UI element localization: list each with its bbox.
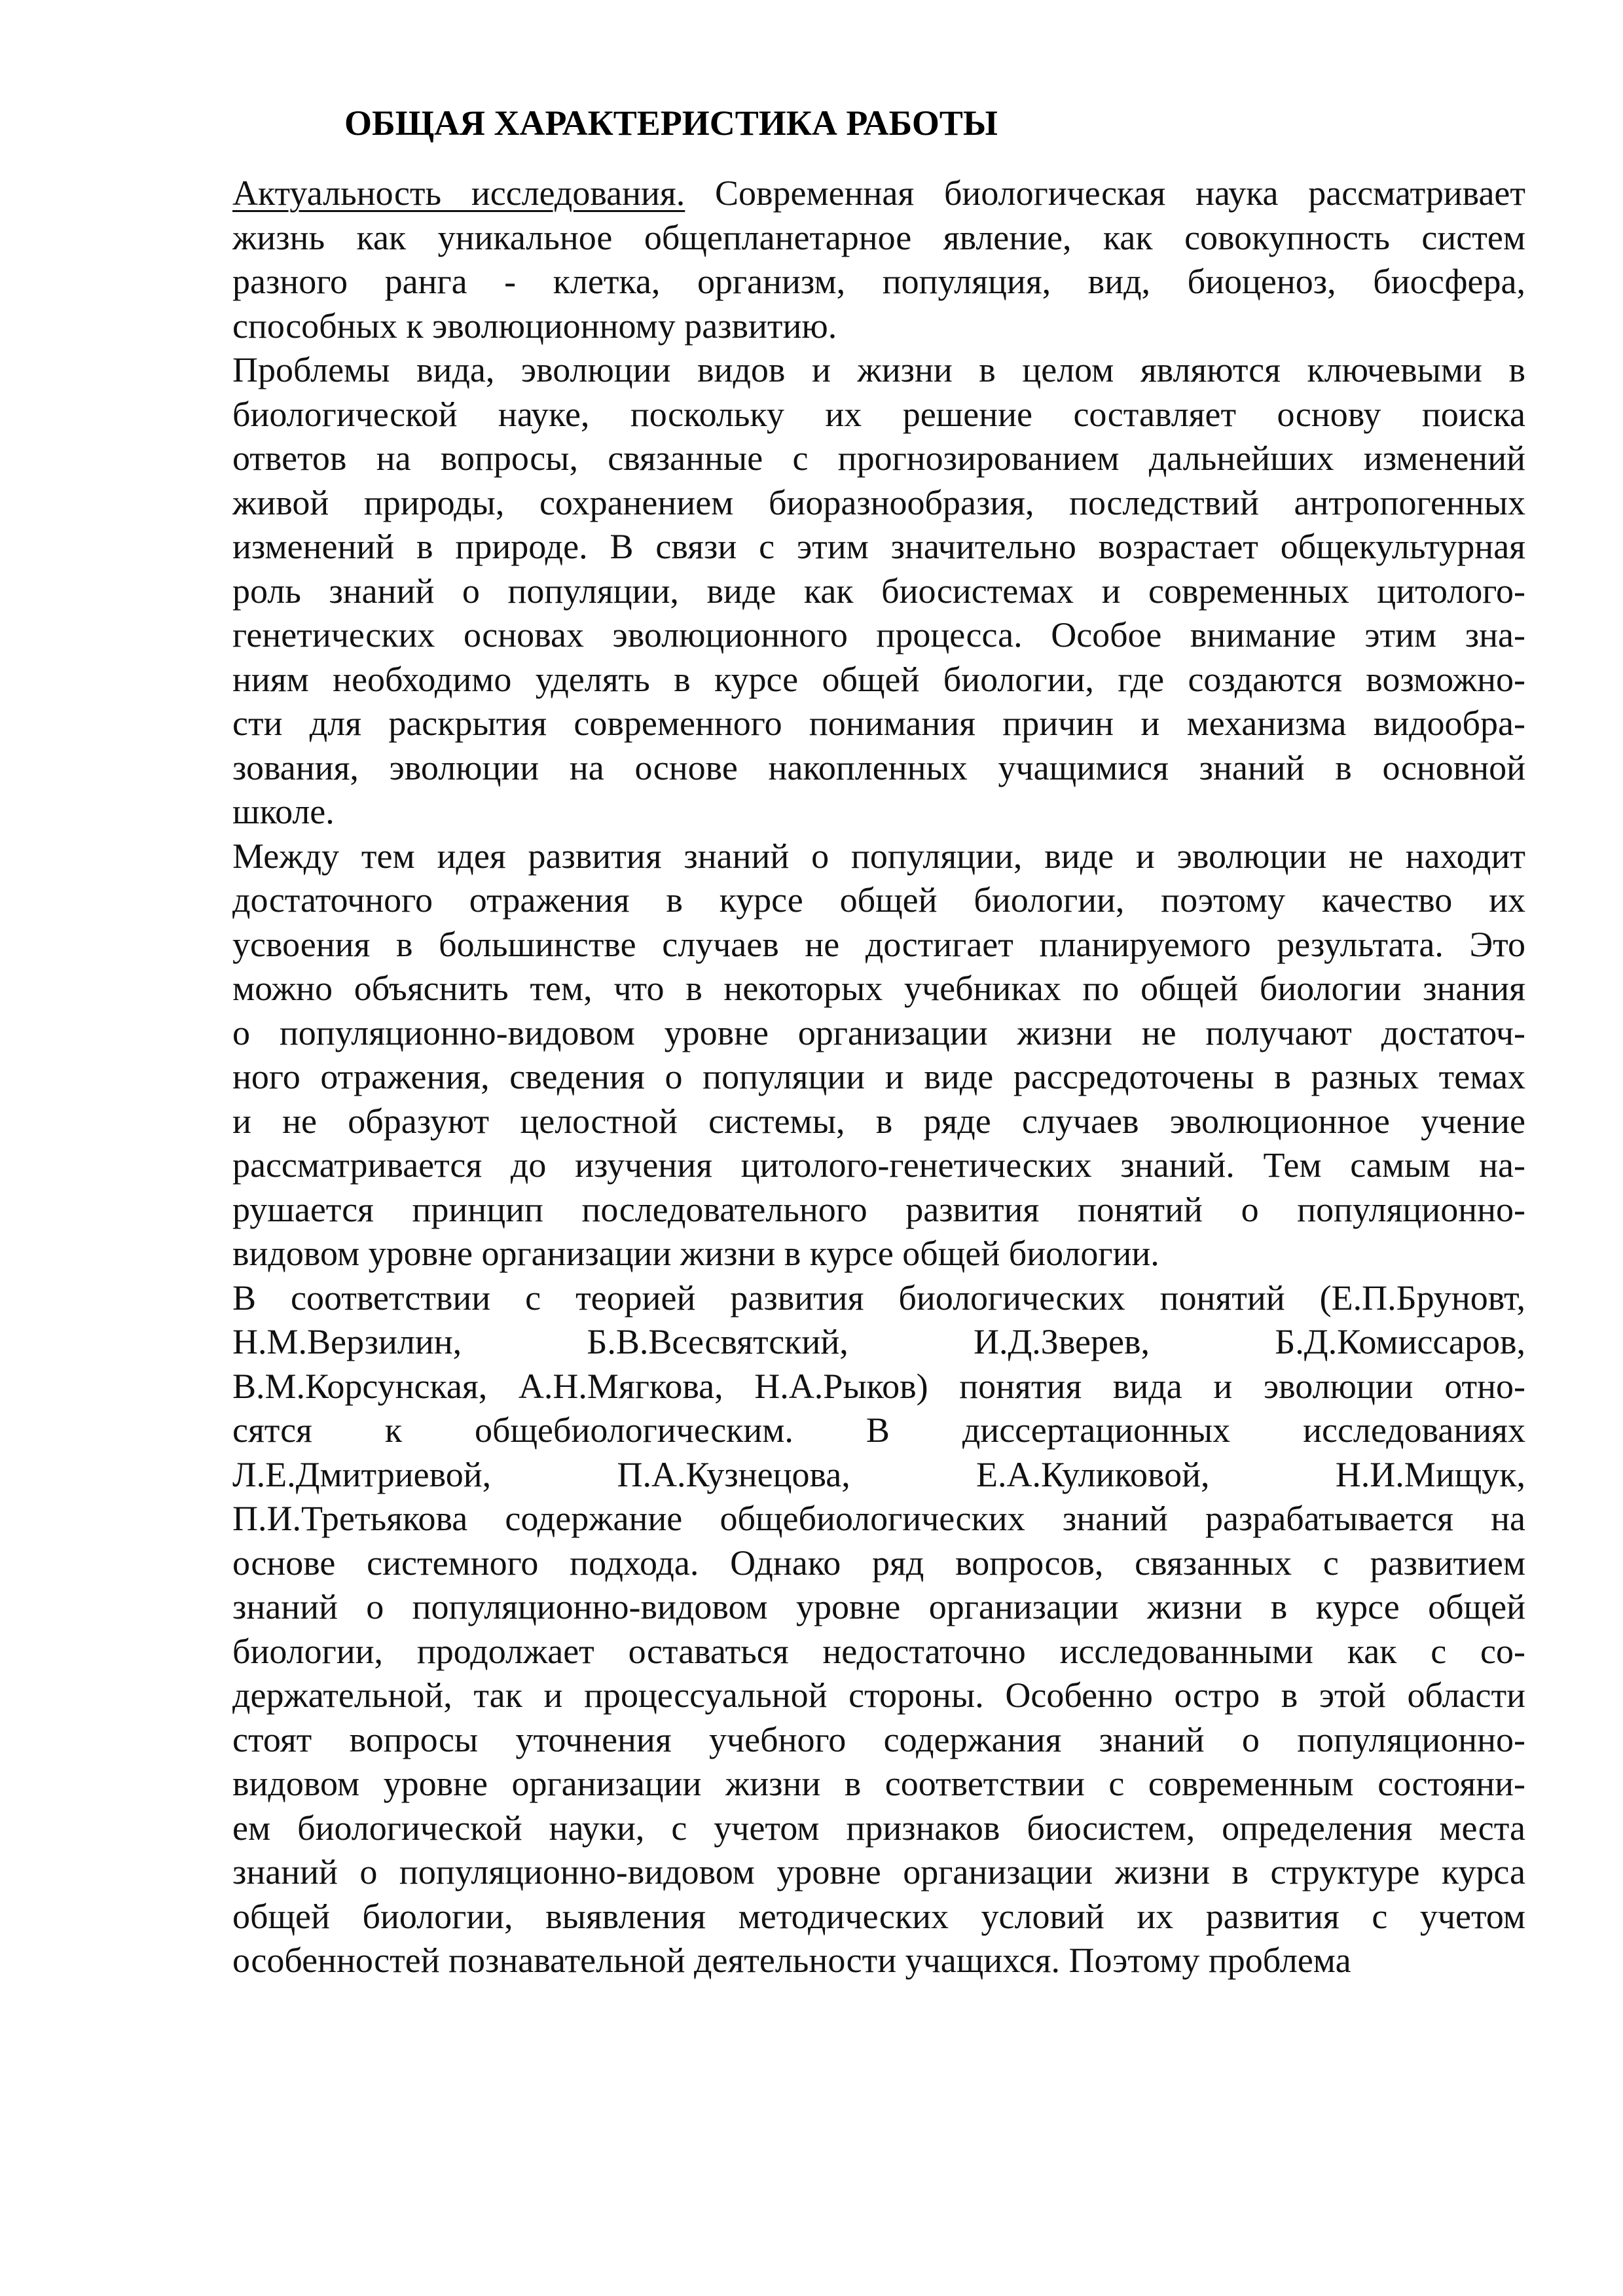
paragraph-1-line: жизнь как уникальное общепланетарное явление, как совокупность систем — [232, 217, 1525, 257]
paragraph-2-line: школе. — [232, 792, 335, 831]
paragraph-4-line: П.И.Третьякова содержание общебиологических знаний разрабатывается на — [232, 1499, 1525, 1538]
paragraph-4-line: ем биологической науки, с учетом признаков биосистем, определения места — [232, 1808, 1525, 1848]
paragraph-4-line: В.М.Корсунская, А.Н.Мягкова, Н.А.Рыков) понятия вида и эволюции отно- — [232, 1366, 1525, 1406]
page-title: ОБЩАЯ ХАРАКТЕРИСТИКА РАБОТЫ — [344, 103, 998, 143]
text-line: Современная биологическая наука рассматривает — [685, 173, 1525, 213]
paragraph-1-line — [232, 171, 1525, 216]
paragraph-4-line: биологии, продолжает оставаться недостаточно исследованными как с со- — [232, 1631, 1525, 1671]
paragraph-2-line: биологической науке, поскольку их решение составляет основу поиска — [232, 394, 1525, 434]
paragraph-2-line: изменений в природе. В связи с этим значительно возрастает общекультурная — [232, 527, 1525, 566]
paragraph-3-line: усвоения в большинстве случаев не достигает планируемого результата. Это — [232, 924, 1525, 964]
paragraph-2-line: ниям необходимо уделять в курсе общей биологии, где создаются возможно- — [232, 659, 1525, 699]
paragraph-4-line: особенностей познавательной деятельности учащихся. Поэтому проблема — [232, 1941, 1351, 1980]
section-heading: Актуальность исследования. — [232, 173, 685, 213]
paragraph-3-line: достаточного отражения в курсе общей биологии, поэтому качество их — [232, 880, 1525, 920]
paragraph-3-line: рушается принцип последовательного развития понятий о популяционно- — [232, 1189, 1525, 1229]
paragraph-2-line: зования, эволюции на основе накопленных учащимися знаний в основной — [232, 747, 1525, 787]
paragraph-3-line: Между тем идея развития знаний о популяции, виде и эволюции не находит — [232, 836, 1525, 876]
paragraph-2-line: сти для раскрытия современного понимания причин и механизма видообра- — [232, 704, 1525, 743]
paragraph-4-line: знаний о популяционно-видовом уровне организации жизни в структуре курса — [232, 1852, 1525, 1892]
paragraph-4-line: сятся к общебиологическим. В диссертационных исследованиях — [232, 1410, 1525, 1450]
paragraph-4-line: держательной, так и процессуальной стороны. Особенно остро в этой области — [232, 1676, 1525, 1715]
paragraph-4-line: видовом уровне организации жизни в соответствии с современным состояни- — [232, 1764, 1525, 1803]
body-text — [232, 171, 1525, 1983]
paragraph-4-line: В соответствии с теорией развития биологических понятий (Е.П.Бруновт, — [232, 1278, 1525, 1318]
paragraph-3-line: рассматривается до изучения цитолого-генетических знаний. Тем самым на- — [232, 1145, 1525, 1185]
paragraph-3-line: и не образуют целостной системы, в ряде случаев эволюционное учение — [232, 1101, 1525, 1141]
paragraph-4-line: Л.Е.Дмитриевой, П.А.Кузнецова, Е.А.Куликовой, Н.И.Мищук, — [232, 1454, 1525, 1494]
paragraph-3-line: видовом уровне организации жизни в курсе общей биологии. — [232, 1234, 1159, 1273]
paragraph-3-line: о популяционно-видовом уровне организации жизни не получают достаточ- — [232, 1013, 1525, 1052]
paragraph-3-line: можно объяснить тем, что в некоторых учебниках по общей биологии знания — [232, 969, 1525, 1008]
paragraph-2-line: Проблемы вида, эволюции видов и жизни в целом являются ключевыми в — [232, 350, 1525, 389]
paragraph-1-line: способных к эволюционному развитию. — [232, 306, 837, 346]
paragraph-3-line: ного отражения, сведения о популяции и виде рассредоточены в разных темах — [232, 1057, 1525, 1096]
paragraph-1-line: разного ранга - клетка, организм, популяция, вид, биоценоз, биосфера, — [232, 262, 1525, 301]
paragraph-4-line: стоят вопросы уточнения учебного содержания знаний о популяционно- — [232, 1719, 1525, 1759]
paragraph-4-line: знаний о популяционно-видовом уровне организации жизни в курсе общей — [232, 1587, 1525, 1626]
paragraph-2-line: генетических основах эволюционного процесса. Особое внимание этим зна- — [232, 615, 1525, 655]
paragraph-4-line: основе системного подхода. Однако ряд вопросов, связанных с развитием — [232, 1543, 1525, 1583]
paragraph-4-line: Н.М.Верзилин, Б.В.Всесвятский, И.Д.Зверев, Б.Д.Комиссаров, — [232, 1322, 1525, 1361]
paragraph-4-line: общей биологии, выявления методических условий их развития с учетом — [232, 1896, 1525, 1936]
paragraph-2-line: роль знаний о популяции, виде как биосистемах и современных цитолого- — [232, 571, 1525, 611]
paragraph-2-line: ответов на вопросы, связанные с прогнозированием дальнейших изменений — [232, 439, 1525, 478]
paragraph-2-line: живой природы, сохранением биоразнообразия, последствий антропогенных — [232, 482, 1525, 522]
